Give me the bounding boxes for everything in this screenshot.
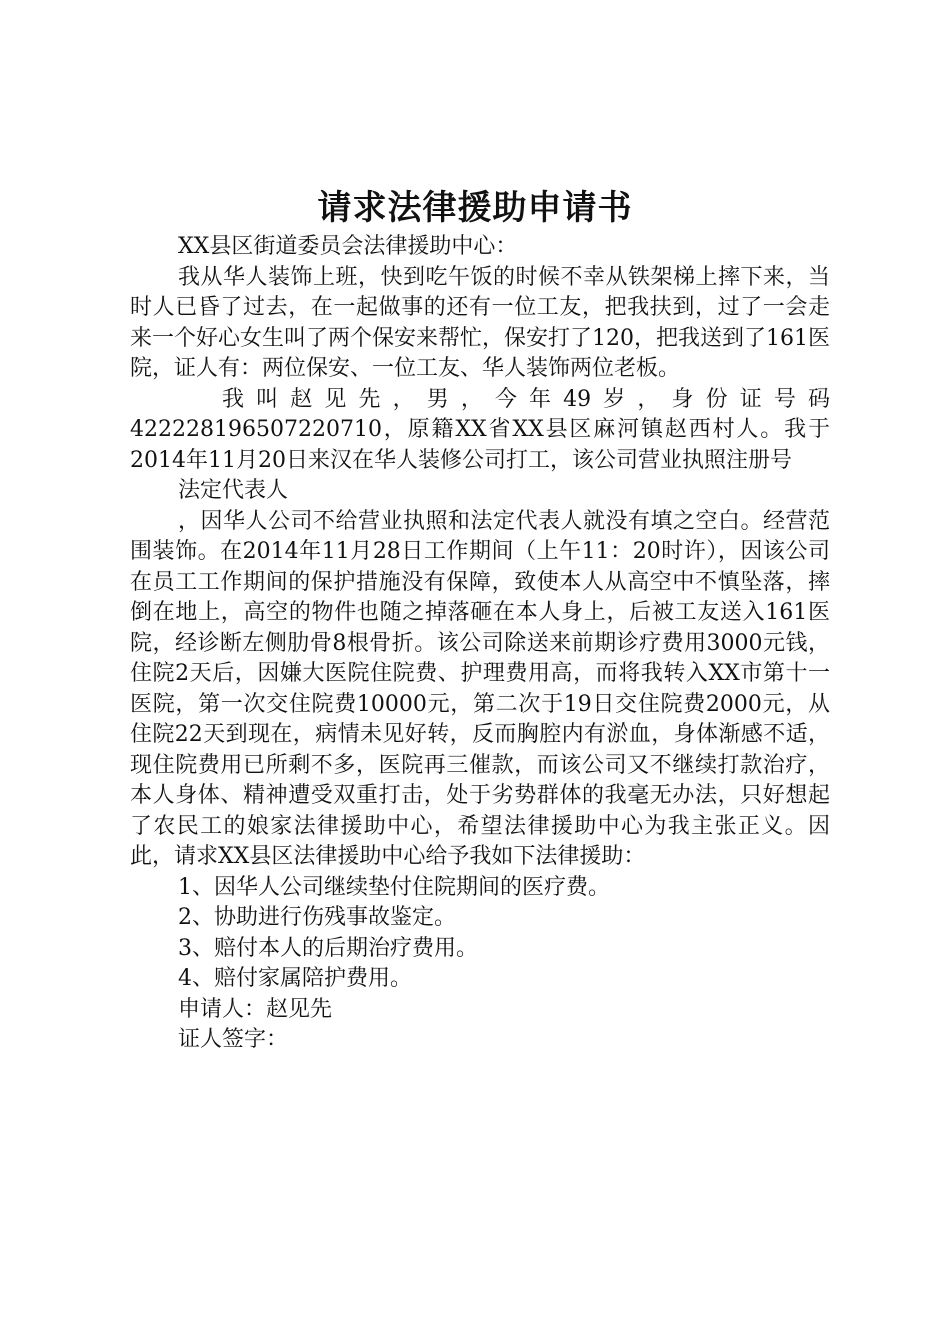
legal-representative: 法定代表人 (178, 478, 289, 503)
request-item: 4、赔付家属陪护费用。 (178, 966, 412, 991)
witness-signature-line: 证人签字： (178, 1027, 289, 1052)
paragraph-identity-line: 我叫赵见先，男，今年49岁，身份证号码 (222, 386, 830, 412)
paragraph-identity: 422228196507220710，原籍XX省XX县区麻河镇赵西村人。我于2014年11月20日来汉在华人装修公司打工，该公司营业执照注册号 (130, 417, 830, 473)
applicant-line: 申请人：赵见先 (178, 996, 333, 1022)
request-item: 2、协助进行伤残事故鉴定。 (178, 905, 456, 930)
request-item: 3、赔付本人的后期治疗费用。 (178, 935, 478, 961)
salutation: XX县区街道委员会法律援助中心： (178, 234, 518, 259)
paragraph-incident: 我从华人装饰上班，快到吃午饭的时候不幸从铁架梯上摔下来，当时人已昏了过去，在一起做事的还有一位工友，把我扶到，过了一会走来一个好心女生叫了两个保安来帮忙，保安打了120，把我送到了161医院，证人有：两位保安、一位工友、华人装饰两位老板。 (130, 264, 830, 381)
request-item: 1、因华人公司继续垫付住院期间的医疗费。 (178, 874, 610, 900)
document-title: 请求法律援助申请书 (317, 188, 633, 228)
paragraph-details: ，因华人公司不给营业执照和法定代表人就没有填之空白。经营范围装饰。在2014年11月28日工作期间（上午11：20时许），因该公司在员工工作期间的保护措施没有保障，致使本人从高空中不慎坠落，摔倒在地上，高空的物件也随之掉落砸在本人身上，后被工友送入161医院，经诊断左侧肋骨8根骨折。该公司除送来前期诊疗费用3000元钱，住院2天后，因嫌大医院住院费、护理费用高，而将我转入XX市第十一医院，第一次交住院费10000元，第二次于19日交住院费2000元，从住院22天到现在，病情未见好转，反而胸腔内有淤血，身体渐感不适，现住院费用已所剩不多，医院再三催款，而该公司又不继续打款治疗，本人身体、精神遭受双重打击，处于劣势群体的我毫无办法，只好想起了农民工的娘家法律援助中心，希望法律援助中心为我主张正义。因此，请求XX县区法律援助中心给予我如下法律援助： (130, 508, 830, 869)
document-body (130, 232, 830, 1056)
